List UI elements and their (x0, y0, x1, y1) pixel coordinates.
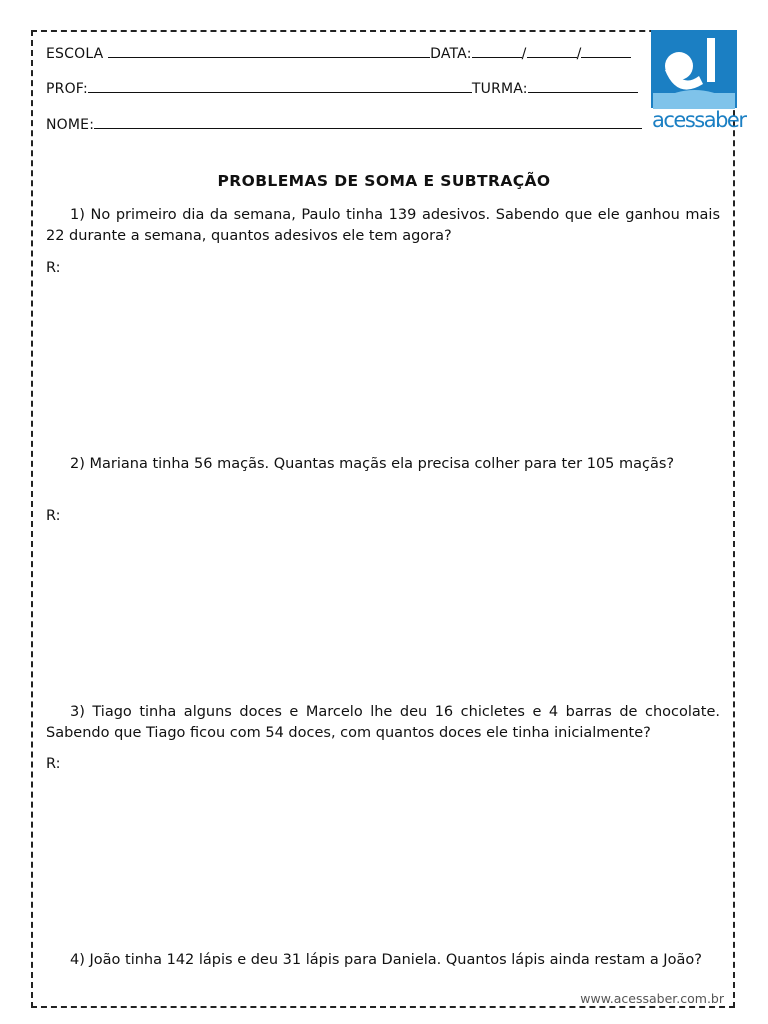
header-nome-row (46, 116, 642, 133)
answer-label-1: R: (46, 260, 61, 276)
header-escola-row (46, 45, 631, 62)
footer-url[interactable]: www.acessaber.com.br (580, 991, 724, 1006)
date-separator: / (576, 46, 582, 62)
escola-field[interactable] (108, 45, 430, 58)
header-prof-row (46, 80, 638, 97)
date-year-field[interactable] (581, 45, 631, 58)
question-1: 1) No primeiro dia da semana, Paulo tinha 139 adesivos. Sabendo que ele ganhou mais 22 durante a semana, quantos adesivos ele tem agora? (46, 207, 720, 244)
date-month-field[interactable] (527, 45, 577, 58)
question-2: 2) Mariana tinha 56 maçãs. Quantas maçãs ela precisa colher para ter 105 maçãs? (70, 456, 675, 472)
date-separator: / (521, 46, 527, 62)
nome-label: NOME: (46, 117, 95, 133)
prof-label: PROF: (46, 81, 88, 97)
question-4: 4) João tinha 142 lápis e deu 31 lápis para Daniela. Quantos lápis ainda restam a João? (70, 952, 702, 968)
turma-field[interactable] (528, 80, 638, 93)
answer-label-3: R: (46, 756, 61, 772)
question-3: 3) Tiago tinha alguns doces e Marcelo lhe deu 16 chicletes e 4 barras de chocolate. Sabendo que Tiago ficou com 54 doces, com quantos doces ele tinha inicialmente? (46, 704, 720, 741)
nome-field[interactable] (94, 116, 642, 129)
logo-wordmark: acessaber (652, 108, 746, 132)
escola-label: ESCOLA (46, 46, 104, 62)
prof-field[interactable] (88, 80, 472, 93)
data-label: DATA: (430, 46, 472, 62)
worksheet-title: PROBLEMAS DE SOMA E SUBTRAÇÃO (217, 172, 551, 190)
turma-label: TURMA: (471, 81, 528, 97)
answer-label-2: R: (46, 508, 61, 524)
date-day-field[interactable] (472, 45, 522, 58)
